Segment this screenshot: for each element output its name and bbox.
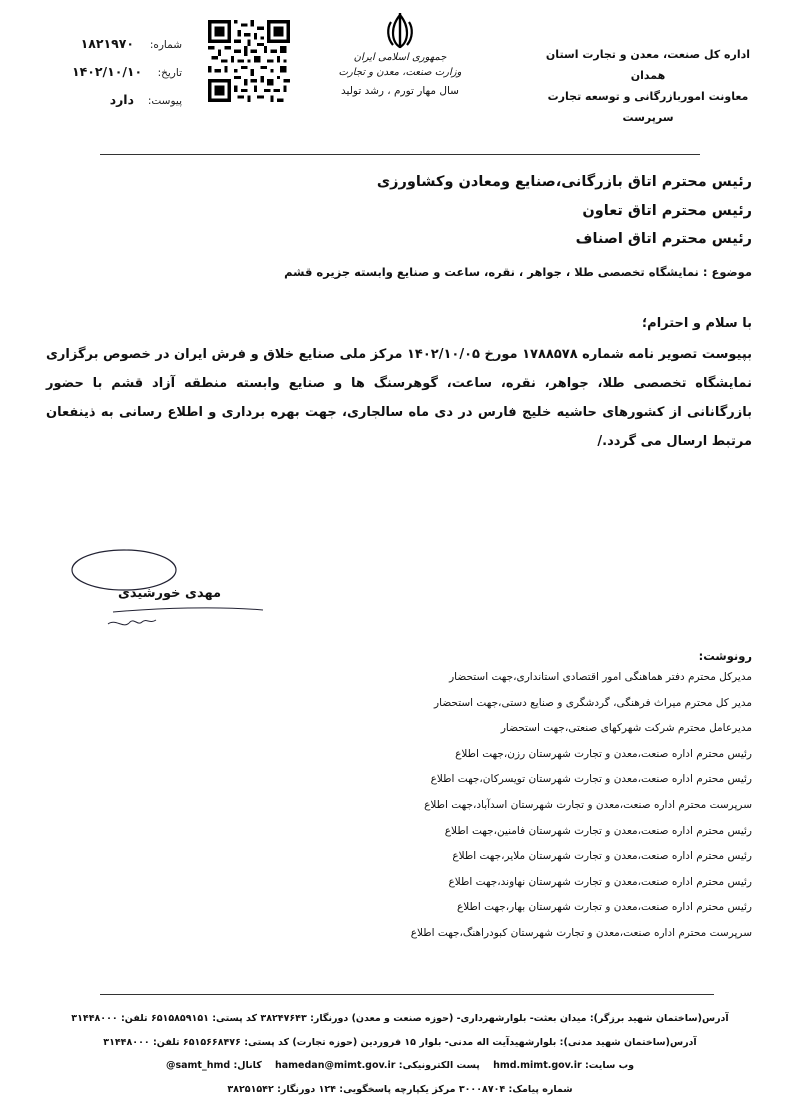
org-line-1: اداره کل صنعت، معدن و تجارت استان همدان <box>538 44 758 86</box>
letter-subject: موضوع : نمایشگاه تخصصی طلا ، جواهر ، نقره، ساعت و صنایع وابسته جزیره قشم <box>284 265 752 279</box>
email-link[interactable]: hamedan@mimt.gov.ir <box>275 1060 396 1071</box>
cc-item: رئیس محترم اداره صنعت،معدن و تجارت شهرستان تویسرکان،جهت اطلاع <box>411 767 752 793</box>
channel-label: کانال: <box>233 1060 261 1071</box>
cc-item: سرپرست محترم اداره صنعت،معدن و تجارت شهرستان اسدآباد،جهت اطلاع <box>411 793 752 819</box>
meta-date-row <box>72 64 182 92</box>
letter-body: بپیوست تصویر نامه شماره ۱۷۸۸۵۷۸ مورخ ۱۴۰۲/۱۰/۰۵ مرکز ملی صنایع خلاق و فرش ایران در خصوص برگزاری نمایشگاه تخصصی طلا، جواهر، نقره، ساعت، گوهرسنگ ها و صنایع وابسته منطقه آزاد قشم با حضور بازرگانانی از کشورهای حاشیه خلیج فارس در دی ماه سالجاری، جهت بهره برداری و اطلاع رسانی به ذینفعان مرتبط ارسال می گردد./ <box>46 340 752 456</box>
year-slogan: سال مهار تورم ، رشد تولید <box>330 85 470 97</box>
attachment-value: دارد <box>110 92 134 107</box>
meta-number-row <box>72 36 182 64</box>
emblem-text-2: وزارت صنعت، معدن و تجارت <box>330 65 470 80</box>
cc-item: مدیر کل محترم میراث فرهنگی، گردشگری و صنایع دستی،جهت استحضار <box>411 691 752 717</box>
recipient-2: رئیس محترم اتاق تعاون <box>582 203 752 219</box>
website-link[interactable]: hmd.mimt.gov.ir <box>493 1060 582 1071</box>
cc-item: مدیرعامل محترم شرکت شهرکهای صنعتی،جهت استحضار <box>411 716 752 742</box>
footer-phones: شماره پیامک: ۳۰۰۰۸۷۰۴ مرکز یکپارچه پاسخگویی: ۱۲۴ دورنگار: ۳۸۲۵۱۵۴۲ <box>40 1078 760 1101</box>
footer <box>40 1007 760 1101</box>
number-label: شماره: <box>140 39 182 51</box>
org-header <box>538 44 758 128</box>
cc-item: سرپرست محترم اداره صنعت،معدن و تجارت شهرستان کبودراهنگ،جهت اطلاع <box>411 921 752 947</box>
footer-address-1: آدرس(ساختمان شهید برزگر): میدان بعثت- بلوارشهرداری- (حوزه صنعت و معدن) دورنگار: ۳۸۲۴۷۶۴۳ کد پستی: ۶۵۱۵۸۵۹۱۵۱ تلفن: ۳۱۴۴۸۰۰۰ <box>40 1007 760 1031</box>
cc-item: رئیس محترم اداره صنعت،معدن و تجارت شهرستان رزن،جهت اطلاع <box>411 742 752 768</box>
cc-item: رئیس محترم اداره صنعت،معدن و تجارت شهرستان نهاوند،جهت اطلاع <box>411 870 752 896</box>
channel-link[interactable]: @samt_hmd <box>166 1060 230 1071</box>
cc-item: رئیس محترم اداره صنعت،معدن و تجارت شهرستان ملایر،جهت اطلاع <box>411 844 752 870</box>
cc-item: رئیس محترم اداره صنعت،معدن و تجارت شهرستان بهار،جهت اطلاع <box>411 895 752 921</box>
cc-list <box>411 665 752 947</box>
letter-meta <box>72 36 182 120</box>
cc-item: رئیس محترم اداره صنعت،معدن و تجارت شهرستان فامنین،جهت اطلاع <box>411 819 752 845</box>
org-line-2: معاونت اموربازرگانی و توسعه تجارت <box>538 86 758 107</box>
date-label: تاریخ: <box>148 67 182 79</box>
qr-code-icon <box>208 20 290 102</box>
email-label: پست الکترونیکی: <box>399 1060 480 1071</box>
signatory-name: مهدی خورشیدی <box>118 586 221 601</box>
cc-item: مدیرکل محترم دفتر هماهنگی امور اقتصادی استانداری،جهت استحضار <box>411 665 752 691</box>
header-divider <box>100 154 700 155</box>
footer-contact-row <box>40 1054 760 1078</box>
attachment-label: پیوست: <box>140 95 182 107</box>
letter-greeting: با سلام و احترام؛ <box>642 316 752 331</box>
date-value: ۱۴۰۲/۱۰/۱۰ <box>72 64 142 79</box>
recipient-1: رئیس محترم اتاق بازرگانی،صنایع ومعادن وکشاورزی <box>377 174 752 190</box>
number-value: ۱۸۲۱۹۷۰ <box>81 36 134 51</box>
emblem-block <box>330 12 470 97</box>
meta-attachment-row <box>72 92 182 120</box>
iran-emblem-icon <box>385 12 415 50</box>
emblem-text-1: جمهوری اسلامی ایران <box>330 50 470 65</box>
footer-divider <box>100 994 714 995</box>
org-line-3: سرپرست <box>538 107 758 128</box>
recipient-3: رئیس محترم اتاق اصناف <box>576 231 752 247</box>
website-label: وب سایت: <box>585 1060 634 1071</box>
cc-title: رونوشت: <box>699 649 752 663</box>
footer-address-2: آدرس(ساختمان شهید مدنی): بلوارشهیدآیت اله مدنی- بلوار ۱۵ فروردین (حوزه تجارت) کد پستی: ۶۵۱۵۶۶۸۴۷۶ تلفن: ۳۱۴۴۸۰۰۰ <box>40 1031 760 1055</box>
